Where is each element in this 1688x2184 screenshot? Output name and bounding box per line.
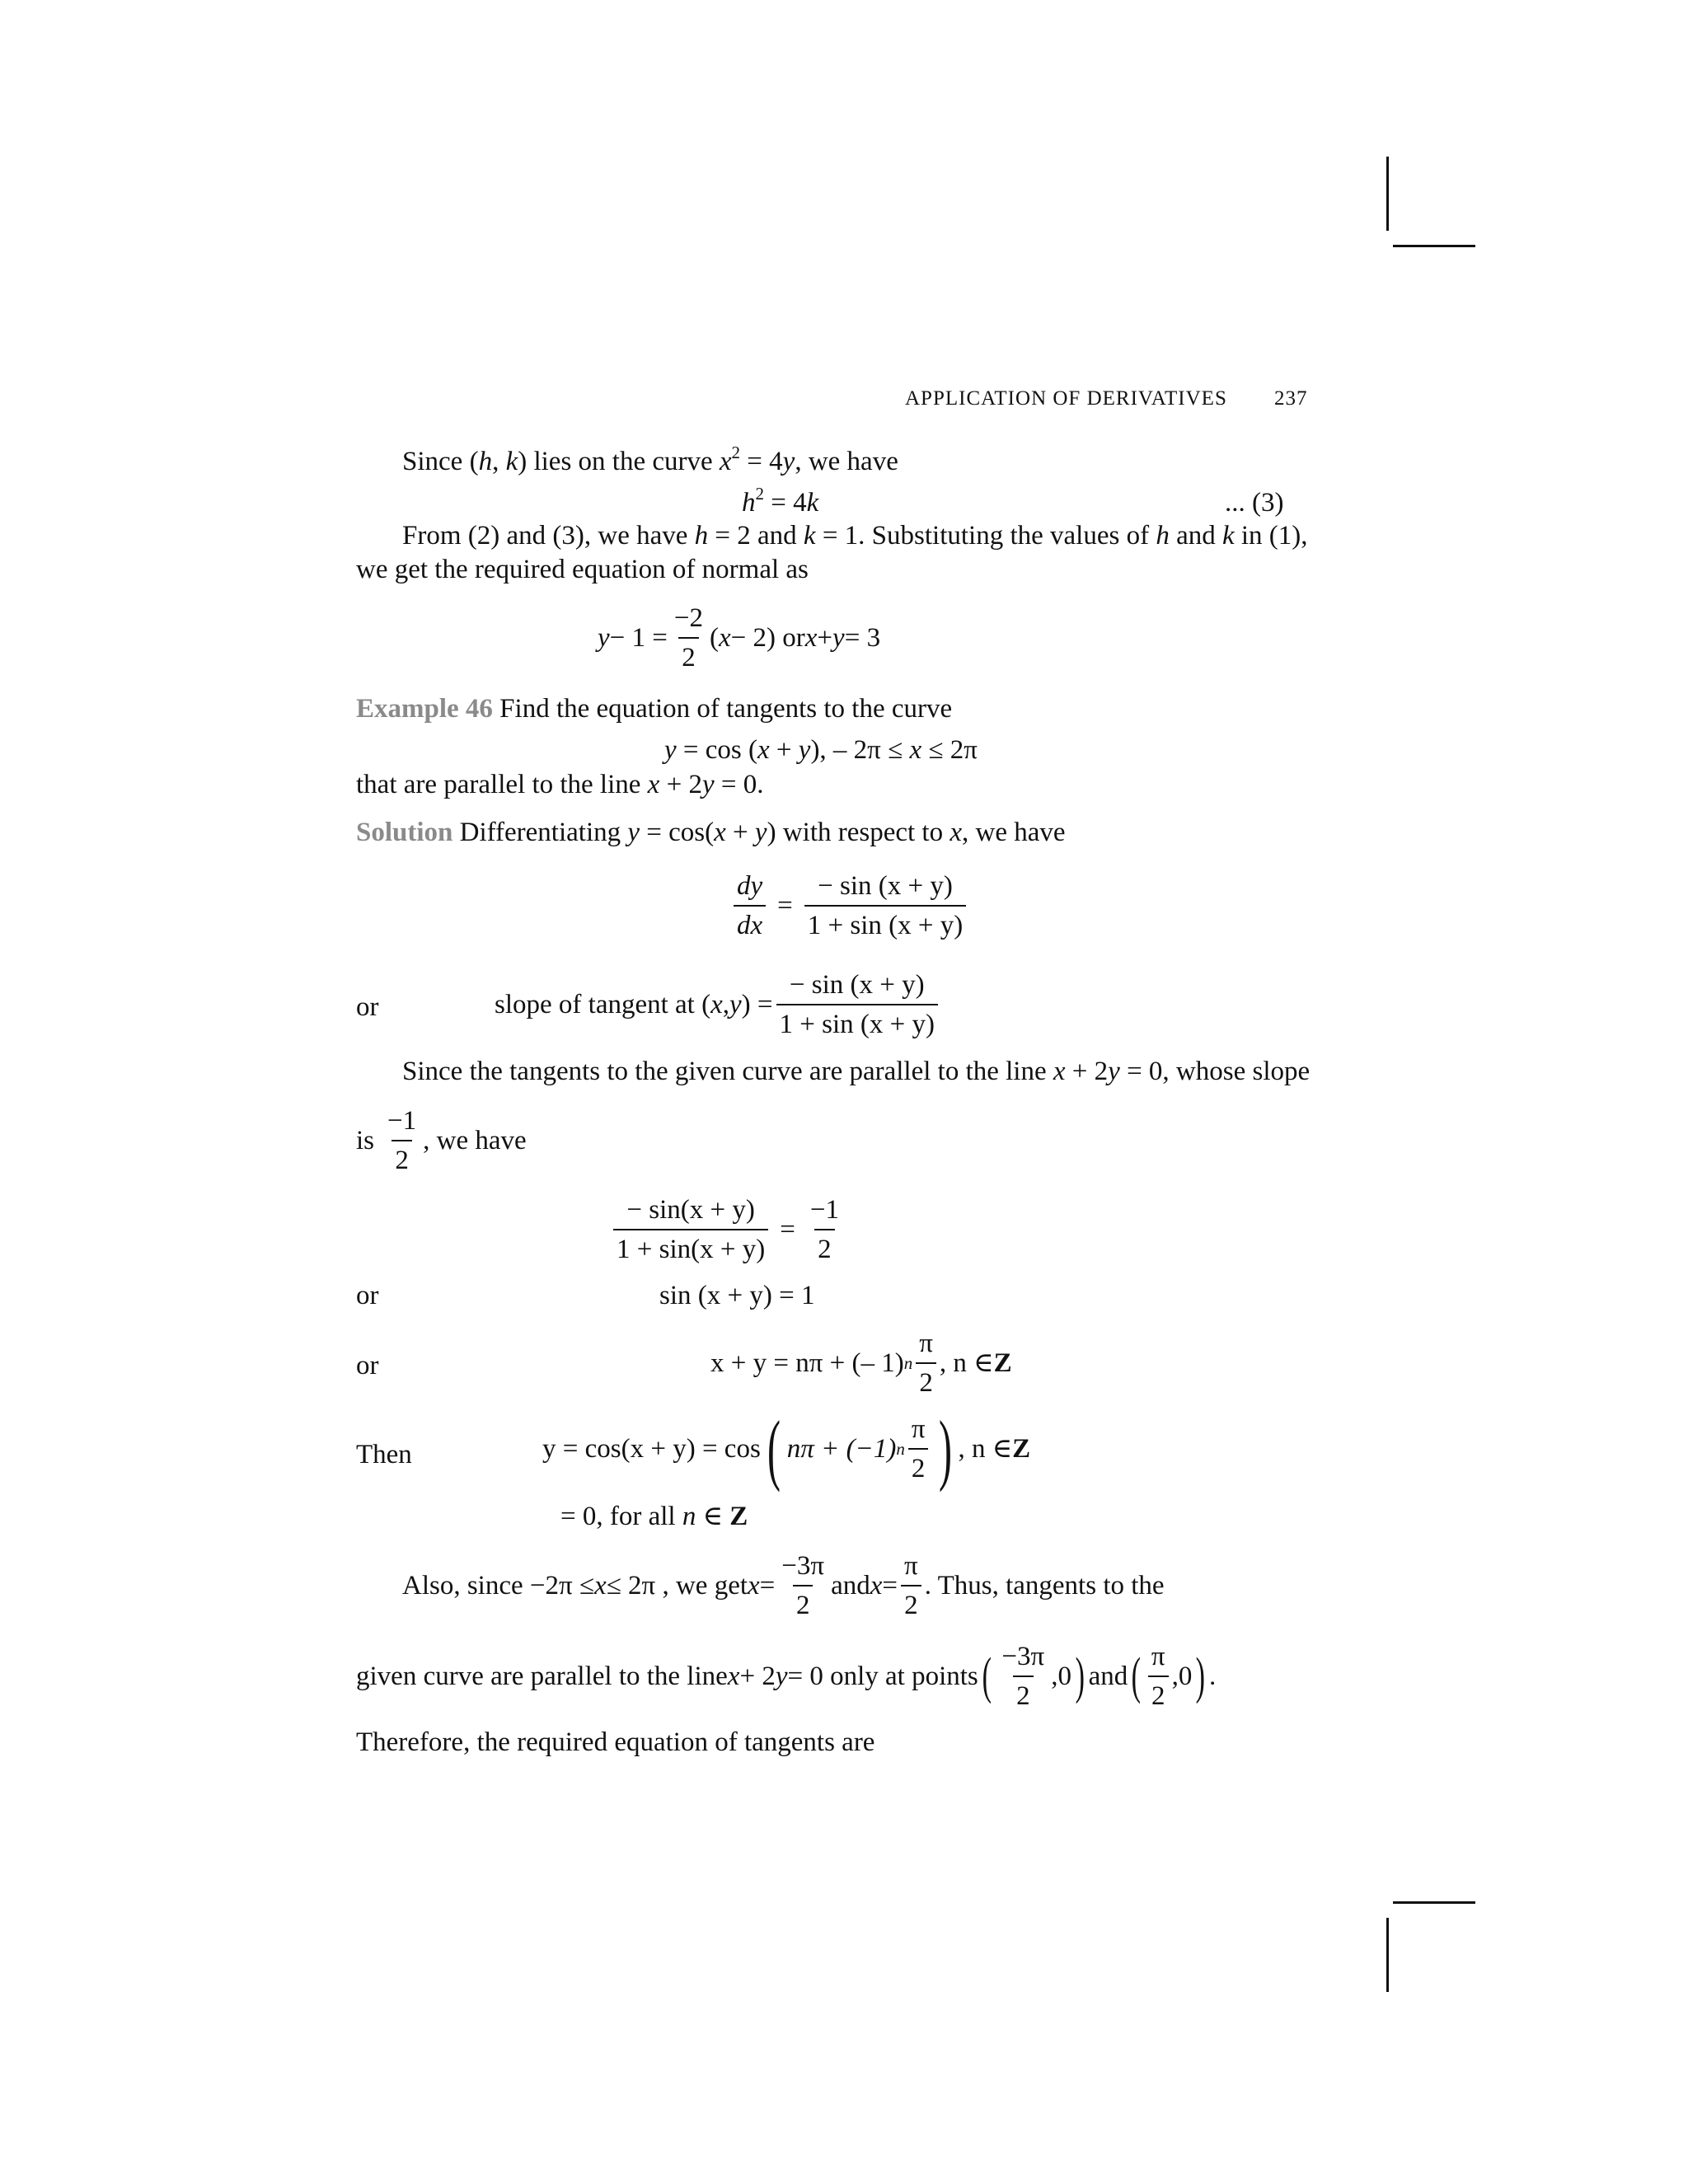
slope-equation: slope of tangent at ( x , y ) = $\frac{- \sin (x + y)}{1 + \sin (x + y)}$	[495, 968, 941, 1041]
slope-fraction: $\frac{- \sin (x + y)}{1 + \sin (x + y)}$	[776, 968, 938, 1041]
minus-3pi-over-2: $\frac{-3\pi}{2}$	[781, 1551, 825, 1620]
sin-fraction-left: $\frac{- \sin(x + y)}{1 + \sin(x + y)}$	[613, 1193, 768, 1266]
left-paren: (	[982, 1648, 992, 1704]
pi-over-2-fraction: $\frac{\pi}{2}$	[908, 1413, 929, 1485]
parallel-line-text: that are parallel to the line x + 2y = 0.	[356, 770, 764, 799]
minus-3pi-over-2: $\frac{-3\pi}{2}$	[1001, 1642, 1045, 1711]
equation-sin-equals-half: $\frac{- \sin(x + y)}{1 + \sin(x + y)}$ = $\frac{-1}{2}$	[610, 1193, 846, 1266]
general-solution: x + y = nπ + (– 1) n $\frac{\pi}{2}$ , n ∈ Z	[710, 1329, 1012, 1398]
derivative-equation: $\frac{dy}{dx}$ = $\frac{- \sin (x + y)}{1 + \sin (x + y)}$	[730, 869, 969, 942]
slope-value-line: is $\frac{-1}{2}$ , we have	[356, 1106, 527, 1175]
crop-mark-top-vertical	[1386, 157, 1389, 231]
or-label-1: or	[356, 992, 379, 1022]
normal-equation: y − 1 = $\frac{-2}{2}$ ( x − 2) or x + y = 3	[598, 603, 881, 673]
equation-3: $h^2 = 4k$	[742, 484, 819, 518]
text-line-1: Since (h, k) lies on the curve $x^2 = 4y$, we have	[402, 443, 898, 476]
example-label: Example 46	[356, 694, 493, 724]
crop-mark-bottom-horizontal	[1393, 1901, 1475, 1904]
crop-mark-top-horizontal	[1393, 245, 1475, 247]
text-line-2: From (2) and (3), we have h = 2 and k = 1. Substituting the values of h and k in (1),	[402, 521, 1308, 551]
minus-half-right: $\frac{-1}{2}$	[809, 1195, 839, 1264]
solution-line: Solution Differentiating y = cos(x + y) with respect to x, we have	[356, 818, 1066, 847]
points-line: given curve are parallel to the line x + 2 y = 0 only at points ( $\frac{-3\pi}{2}$ ,0 ) and ( $\frac{\pi}{2}$ ,0 ) .	[356, 1642, 1217, 1711]
therefore-line: Therefore, the required equation of tangents are	[356, 1727, 875, 1757]
crop-mark-bottom-vertical	[1386, 1918, 1389, 1992]
since-tangents-line: Since the tangents to the given curve are parallel to the line x + 2y = 0, whose slope	[402, 1057, 1311, 1086]
right-paren: )	[938, 1404, 952, 1493]
sin-fraction: $\frac{- \sin (x + y)}{1 + \sin (x + y)}$	[804, 869, 966, 942]
right-paren: )	[1195, 1648, 1206, 1704]
then-label: Then	[356, 1440, 412, 1469]
running-header: APPLICATION OF DERIVATIVES	[905, 387, 1227, 410]
then-equation: y = cos(x + y) = cos ( nπ + (−1) n $\frac{\pi}{2}$ ) , n ∈ Z	[542, 1404, 1031, 1493]
left-paren: (	[1131, 1648, 1142, 1704]
or-label-2: or	[356, 1281, 379, 1310]
solution-label: Solution	[356, 818, 453, 847]
text-line-3: we get the required equation of normal as	[356, 555, 809, 584]
dy-dx-fraction: $\frac{dy}{dx}$	[734, 869, 766, 942]
pi-over-2-fraction: $\frac{\pi}{2}$	[916, 1327, 936, 1399]
fraction: $\frac{-2}{2}$	[673, 603, 704, 673]
pi-over-2: $\frac{\pi}{2}$	[901, 1549, 921, 1622]
minus-half-fraction: $\frac{-1}{2}$	[387, 1106, 417, 1175]
or-label-3: or	[356, 1351, 379, 1380]
page-number: 237	[1274, 387, 1308, 410]
sin-equals-one: sin (x + y) = 1	[659, 1281, 815, 1310]
right-paren: )	[1075, 1648, 1085, 1704]
also-since-line: Also, since −2π ≤ x ≤ 2π , we get x = $\frac{-3\pi}{2}$ and x = $\frac{\pi}{2}$ . Thus, tangents to the	[402, 1551, 1165, 1620]
left-paren: (	[767, 1404, 781, 1493]
zero-for-all-n: = 0, for all n ∈ Z	[560, 1502, 748, 1531]
equation-3-tag: ... (3)	[1225, 488, 1284, 518]
example-46-heading: Example 46 Find the equation of tangents to the curve	[356, 694, 953, 724]
curve-equation: y = cos (x + y), – 2π ≤ x ≤ 2π	[664, 735, 978, 765]
pi-over-2: $\frac{\pi}{2}$	[1148, 1640, 1169, 1713]
